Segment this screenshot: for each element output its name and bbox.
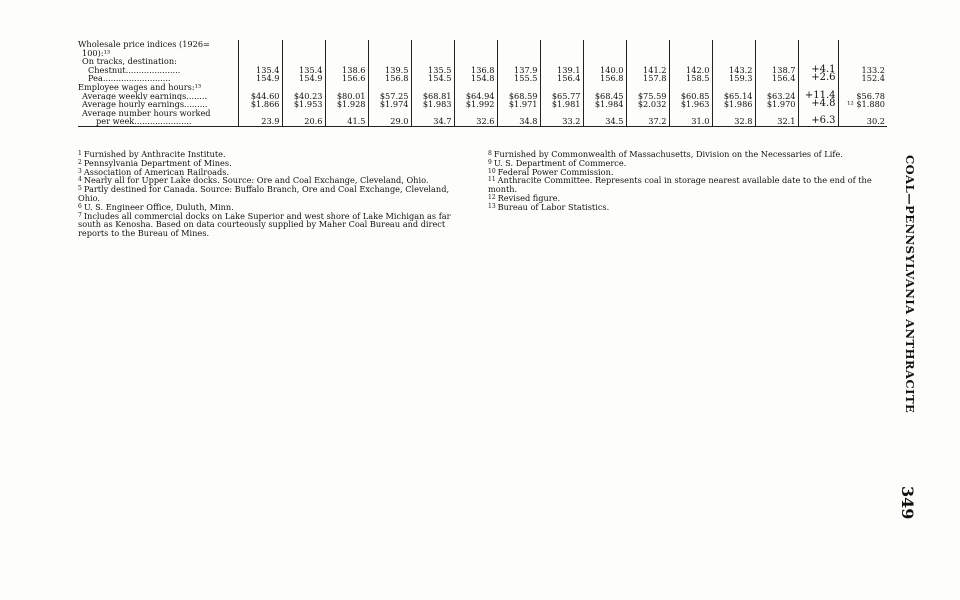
table-cell: $64.94 (454, 92, 497, 101)
table-cell: 154.9 (282, 74, 325, 83)
row-label: Pea.......................... (88, 74, 171, 83)
table-cell (626, 40, 669, 49)
row-label: per week...................... (96, 117, 192, 127)
page-number: 349 (898, 486, 917, 520)
table-cell: $2.032 (626, 100, 669, 109)
table-cell (583, 40, 626, 49)
table-cell: $1.970 (755, 100, 798, 109)
table-cell: 156.6 (325, 74, 368, 83)
table-cell: $1.953 (282, 100, 325, 109)
table-cell (755, 40, 798, 49)
row-label: Wholesale price indices (1926= (78, 40, 210, 49)
table-cell: $1.984 (583, 100, 626, 109)
table-cell (540, 40, 583, 49)
footnote-text: U. S. Department of Commerce. (493, 157, 627, 168)
footnote-text: Nearly all for Upper Lake docks. Source: Ore and Coal Exchange, Cleveland, Ohio. (83, 175, 429, 186)
table-cell (798, 49, 838, 58)
table-cell: 20.6 (282, 117, 325, 126)
table-cell: 32.6 (454, 117, 497, 126)
table-cell: $1.981 (540, 100, 583, 109)
footnote-number: 10 (488, 167, 496, 175)
table-cell: $60.85 (669, 92, 712, 101)
table-cell: 30.2 (838, 117, 887, 126)
footnote-number: 13 (488, 202, 496, 210)
table-cell: 41.5 (325, 117, 368, 126)
footnote (78, 185, 470, 203)
footnote-text: Anthracite Committee. Represents coal in storage nearest available date to the end of the month. (488, 175, 872, 195)
footnote-text: Federal Power Commission. (497, 166, 614, 177)
table-cell: +6.3 (798, 117, 838, 126)
table-cell: $44.60 (238, 92, 282, 101)
table-cell: $1.866 (238, 100, 282, 109)
table-cell: +4.8 (798, 100, 838, 109)
footnote-number: 9 (488, 158, 492, 166)
table-cell (838, 40, 887, 49)
table-cell: 159.3 (712, 74, 755, 83)
running-head: COAL—PENNSYLVANIA ANTHRACITE (903, 155, 917, 414)
table-cell (712, 40, 755, 49)
table-cell: 157.8 (626, 74, 669, 83)
table-cell (755, 49, 798, 58)
footnote (78, 212, 470, 238)
table-cell: $1.928 (325, 100, 368, 109)
footnote-text: Pennsylvania Department of Mines. (83, 157, 232, 168)
table-cell: 138.6 (325, 66, 368, 75)
table-cell: 140.0 (583, 66, 626, 75)
table-cell (497, 49, 540, 58)
footnote-number: 1 (78, 150, 82, 157)
table-cell: 135.4 (282, 66, 325, 75)
table-cell: $65.77 (540, 92, 583, 101)
table-cell (669, 40, 712, 49)
table-cell (325, 40, 368, 49)
table-cell (497, 40, 540, 49)
table-cell: 32.1 (755, 117, 798, 126)
table-cell: 135.4 (238, 66, 282, 75)
table-cell: $1.983 (411, 100, 454, 109)
table-row (78, 117, 887, 126)
data-table (78, 40, 887, 127)
table-cell: 136.8 (454, 66, 497, 75)
footnote-number: 12 (488, 193, 496, 201)
table-cell: $1.974 (368, 100, 411, 109)
footnote (488, 176, 886, 194)
footnote-text: Furnished by Commonwealth of Massachusetts, Division on the Necessaries of Life. (493, 149, 843, 159)
table-cell: 135.5 (411, 66, 454, 75)
table-cell (798, 40, 838, 49)
table-cell: 37.2 (626, 117, 669, 126)
table-cell: 154.9 (238, 74, 282, 83)
row-label: Average hourly earnings......... (82, 100, 208, 109)
table-cell: $68.81 (411, 92, 454, 101)
table-cell: 34.5 (583, 117, 626, 126)
table-cell (282, 49, 325, 58)
table-row (78, 100, 887, 109)
table-cell (238, 49, 282, 58)
table-cell: $63.24 (755, 92, 798, 101)
footnotes-left (78, 150, 470, 238)
table-cell: +4.1 (798, 66, 838, 75)
table-cell: 141.2 (626, 66, 669, 75)
table-cell: 29.0 (368, 117, 411, 126)
footnote-number: 3 (78, 167, 82, 175)
table-cell (368, 49, 411, 58)
table-cell: 142.0 (669, 66, 712, 75)
table-cell: $68.45 (583, 92, 626, 101)
table-cell: +11.4 (798, 92, 838, 101)
table-cell: $1.971 (497, 100, 540, 109)
table-cell (238, 40, 282, 49)
footnote-text: Partly destined for Canada. Source: Buffalo Branch, Ore and Coal Exchange, Cleveland, Ohio. (78, 184, 450, 203)
table-cell: 133.2 (838, 66, 887, 75)
table-cell (540, 49, 583, 58)
footnote-text: Bureau of Labor Statistics. (497, 201, 610, 212)
table-cell: 155.5 (497, 74, 540, 83)
footnote-text: Association of American Railroads. (83, 166, 230, 177)
table-cell: 154.5 (411, 74, 454, 83)
table-cell: $40.23 (282, 92, 325, 101)
footnote-number: 11 (488, 176, 496, 184)
row-label: Chestnut..................... (88, 65, 181, 75)
table-cell: 139.5 (368, 66, 411, 75)
table-cell (454, 49, 497, 58)
table-cell: $80.01 (325, 92, 368, 101)
row-label: Employee wages and hours:¹³ (78, 82, 202, 92)
table-cell (411, 49, 454, 58)
table-cell: 23.9 (238, 117, 282, 126)
table-row (78, 49, 887, 58)
footnote-text: Revised figure. (497, 192, 561, 203)
footnote-number: 6 (78, 202, 82, 210)
table-cell (712, 49, 755, 58)
table-cell (583, 49, 626, 58)
table-cell (368, 40, 411, 49)
table-cell: 137.9 (497, 66, 540, 75)
table-cell: $65.14 (712, 92, 755, 101)
footnote-number: 4 (78, 176, 82, 184)
table-cell (325, 49, 368, 58)
row-label: On tracks, destination: (82, 57, 177, 66)
table-cell: 32.8 (712, 117, 755, 126)
footnote-number: 8 (488, 150, 492, 157)
table-cell: 34.7 (411, 117, 454, 126)
footnote (488, 203, 886, 212)
table-cell: 139.1 (540, 66, 583, 75)
table-cell: 138.7 (755, 66, 798, 75)
row-label: Average weekly earnings........ (82, 91, 208, 101)
table-cell: 154.8 (454, 74, 497, 83)
table-cell: 33.2 (540, 117, 583, 126)
table-cell: 143.2 (712, 66, 755, 75)
table-cell: 156.8 (583, 74, 626, 83)
table-cell: $56.78 (838, 92, 887, 101)
table-cell: 152.4 (838, 74, 887, 83)
table-row (78, 74, 887, 83)
footnote-number: 5 (78, 185, 82, 193)
table-cell: ¹² $1.880 (838, 100, 887, 109)
table-cell (411, 40, 454, 49)
table-cell (838, 49, 887, 58)
table-cell (626, 49, 669, 58)
table-cell (282, 40, 325, 49)
table-cell: 156.8 (368, 74, 411, 83)
table-cell: $1.992 (454, 100, 497, 109)
footnote-text: Furnished by Anthracite Institute. (83, 149, 226, 159)
table-row (78, 40, 887, 49)
table-cell: 34.8 (497, 117, 540, 126)
footnote-text: Includes all commercial docks on Lake Superior and west shore of Lake Michigan as far south as Kenosha. Based on data courteously supplied by Maher Coal Bureau and direct reports to the Bureau of Mines. (78, 210, 451, 239)
table-cell (454, 40, 497, 49)
footnotes-right (488, 150, 886, 212)
table-cell: 158.5 (669, 74, 712, 83)
table-cell: 31.0 (669, 117, 712, 126)
row-label: 100):¹³ (82, 48, 111, 58)
row-label: Average number hours worked (82, 108, 211, 118)
table-cell: $75.59 (626, 92, 669, 101)
table-cell (669, 49, 712, 58)
table-cell: 156.4 (540, 74, 583, 83)
table-cell: $68.59 (497, 92, 540, 101)
table-cell: $1.963 (669, 100, 712, 109)
table-cell: $1.986 (712, 100, 755, 109)
footnote-number: 7 (78, 211, 82, 219)
table-cell: $57.25 (368, 92, 411, 101)
table-cell: +2.6 (798, 74, 838, 83)
footnote-number: 2 (78, 158, 82, 166)
table-cell: 156.4 (755, 74, 798, 83)
footnote-text: U. S. Engineer Office, Duluth, Minn. (83, 201, 234, 212)
